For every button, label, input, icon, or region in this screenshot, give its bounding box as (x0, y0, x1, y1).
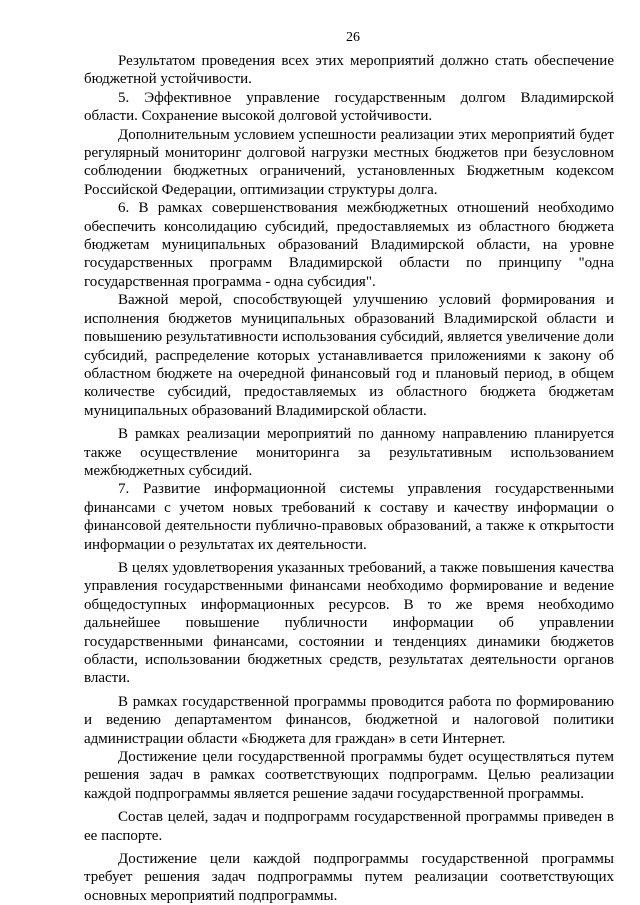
paragraph-program-passport: Состав целей, задач и подпрограмм государственной программы приведен в ее паспорте. (84, 809, 614, 844)
paragraph-subsidy-distribution: Важной мерой, способствующей улучшению условий формирования и исполнения бюджетов муниципальных образований Владимирской области и повышению результативности использования субсидий, является увеличение доли субсидий, распределение которых устанавливается приложениями к закону об областном бюджете на очередной финансовый год и плановый период, в общем количестве субсидий, предоставляемых из областного бюджета бюджетам муниципальных образований Владимирской области. (84, 292, 614, 419)
paragraph-item-7-information-system: 7. Развитие информационной системы управления государственными финансами с учетом новых требований к составу и качеству информации о финансовой деятельности публично-правовых образований, а также к открытости информации о результатах их деятельности. (84, 481, 614, 553)
paragraph-debt-monitoring: Дополнительным условием успешности реализации этих мероприятий будет регулярный мониторинг долговой нагрузки местных бюджетов при безусловном соблюдении бюджетных ограничений, установленных Бюджетным кодексом Российской Федерации, оптимизации структуры долга. (84, 126, 614, 198)
paragraph-item-5-debt-management: 5. Эффективное управление государственным долгом Владимирской области. Сохранение высокой долговой устойчивости. (84, 89, 614, 125)
paragraph-program-goal: Достижение цели государственной программы будет осуществляться путем решения задач в рамках соответствующих подпрограмм. Целью реализации каждой подпрограммы является решение задачи государственной программы. (84, 749, 614, 802)
page-number: 26 (346, 30, 360, 45)
paragraph-item-6-interbudget-relations: 6. В рамках совершенствования межбюджетных отношений необходимо обеспечить консолидацию субсидий, предоставляемых из областного бюджета бюджетам муниципальных образований Владимирской области, на уровне государственных программ Владимирской области по принципу "одна государственная программа - одна субсидия". (84, 200, 614, 290)
paragraph-budget-for-citizens: В рамках государственной программы проводится работа по формированию и ведению департаментом финансов, бюджетной и налоговой политики администрации области «Бюджета для граждан» в сети Интернет. (84, 693, 614, 747)
paragraph-subsidy-monitoring: В рамках реализации мероприятий по данному направлению планируется также осуществление мониторинга за результативным использованием межбюджетных субсидий. (84, 426, 614, 479)
paragraph-budget-stability: Результатом проведения всех этих мероприятий должно стать обеспечение бюджетной устойчивости. (84, 53, 614, 88)
paragraph-public-information: В целях удовлетворения указанных требований, а также повышения качества управления государственными финансами необходимо формирование и ведение общедоступных информационных ресурсов. В то же время необходимо дальнейшее повышение публичности информации об управлении государственными финансами, состоянии и тенденциях динамики бюджетов области, использовании бюджетных средств, результатах деятельности органов власти. (84, 559, 614, 687)
document-page (84, 30, 614, 905)
paragraph-subprogram-goals: Достижение цели каждой подпрограммы государственной программы требует решения задач подпрограммы путем реализации соответствующих основных мероприятий подпрограммы. (84, 851, 614, 904)
